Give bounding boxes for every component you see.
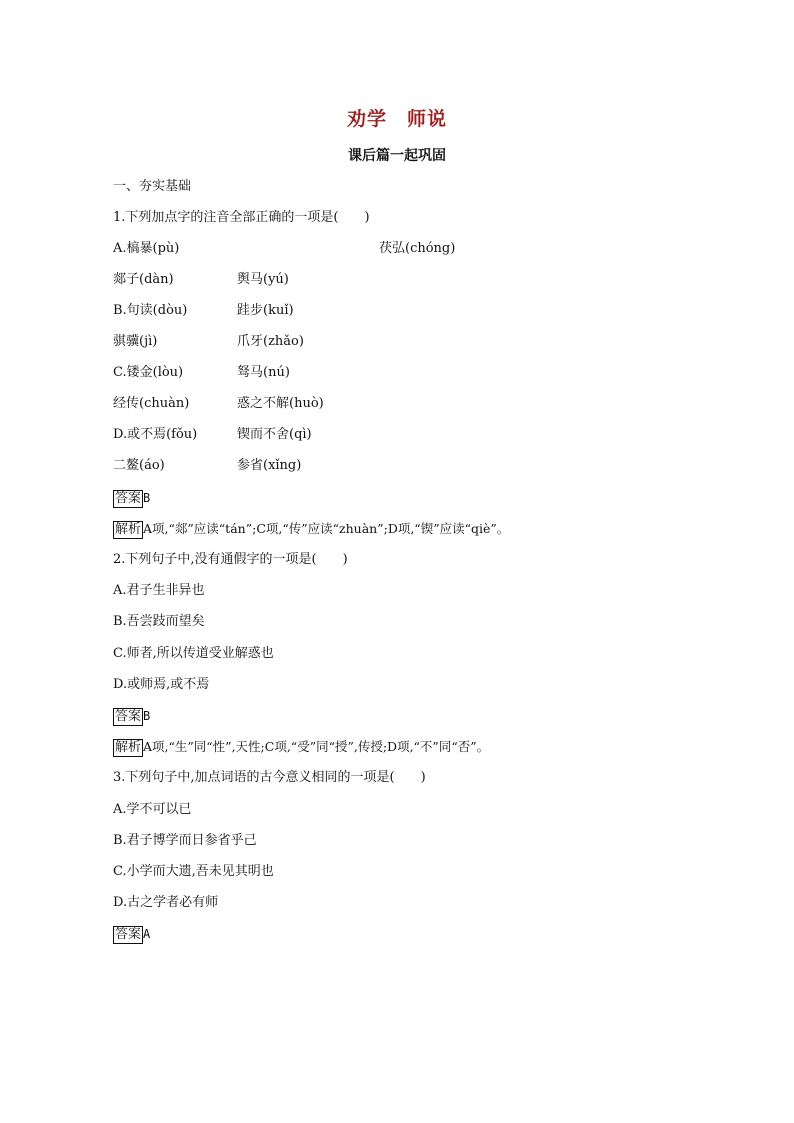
option-text: B.君子博学而日参省乎己 (113, 833, 257, 848)
question-1-row (113, 457, 302, 475)
answer-value: B (143, 709, 151, 723)
option-text: D.或师焉,或不焉 (113, 677, 210, 692)
option-text: A.学不可以已 (113, 802, 192, 817)
question-1-row (113, 364, 290, 382)
option-text: 参省(xǐng) (237, 458, 302, 473)
question-2-stem: 2.下列句子中,没有通假字的一项是( ) (113, 552, 348, 567)
analysis-text: A项,“生”同“性”,天性;C项,“受”同“授”,传授;D项,“不”同“否”。 (143, 739, 490, 754)
option-text: 茯弘(chóng) (379, 241, 456, 256)
option-text: D.古之学者必有师 (113, 895, 219, 910)
option-text: 锲而不舍(qì) (237, 427, 312, 442)
option-text: D.或不焉(fǒu) (113, 427, 198, 442)
option-text: 骐骥(jì) (113, 334, 158, 349)
analysis-line (113, 520, 509, 539)
question-3-stem: 3.下列句子中,加点词语的古今意义相同的一项是( ) (113, 770, 426, 785)
page-title: 劝学 师说 (346, 108, 447, 130)
answer-label: 答案 (115, 709, 142, 724)
option-text: 二鳌(áo) (113, 458, 165, 473)
answer-label: 答案 (115, 491, 142, 506)
answer-value: A (143, 927, 151, 941)
option-text: C.师者,所以传道受业解惑也 (113, 646, 274, 661)
question-1-row (113, 271, 289, 289)
option-text: A.君子生非异也 (113, 583, 205, 598)
option-text: 惑之不解(huò) (237, 396, 324, 411)
answer-line (113, 707, 150, 726)
section-heading: 一、夯实基础 (113, 179, 192, 194)
option-text: 爪牙(zhǎo) (237, 334, 304, 349)
option-text: 经传(chuàn) (113, 396, 190, 411)
option-text: A.槁暴(pù) (113, 241, 180, 256)
question-1-row (113, 240, 456, 258)
question-1-stem: 1.下列加点字的注音全部正确的一项是( ) (113, 210, 370, 225)
analysis-text: A项,“郯”应读“tán”;C项,“传”应读“zhuàn”;D项,“锲”应读“qiè”。 (143, 521, 510, 536)
option-text: 跬步(kuǐ) (237, 303, 294, 318)
answer-line (113, 489, 150, 508)
analysis-line (113, 738, 489, 757)
question-1-row (113, 333, 304, 351)
answer-line (113, 925, 150, 944)
option-text: B.句读(dòu) (113, 303, 188, 318)
option-text: 驽马(nú) (237, 365, 290, 380)
question-1-row (113, 395, 324, 413)
analysis-label: 解析 (115, 740, 142, 755)
option-text: B.吾尝跂而望矣 (113, 614, 205, 629)
option-text: 郯子(dàn) (113, 272, 174, 287)
answer-label: 答案 (115, 927, 142, 942)
option-text: C.镂金(lòu) (113, 365, 184, 380)
answer-value: B (143, 491, 151, 505)
page-subtitle: 课后篇一起巩固 (348, 148, 446, 164)
option-text: C.小学而大遗,吾未见其明也 (113, 864, 274, 879)
analysis-label: 解析 (115, 522, 142, 537)
question-1-row (113, 302, 294, 320)
question-1-row (113, 426, 312, 444)
option-text: 舆马(yú) (237, 272, 289, 287)
